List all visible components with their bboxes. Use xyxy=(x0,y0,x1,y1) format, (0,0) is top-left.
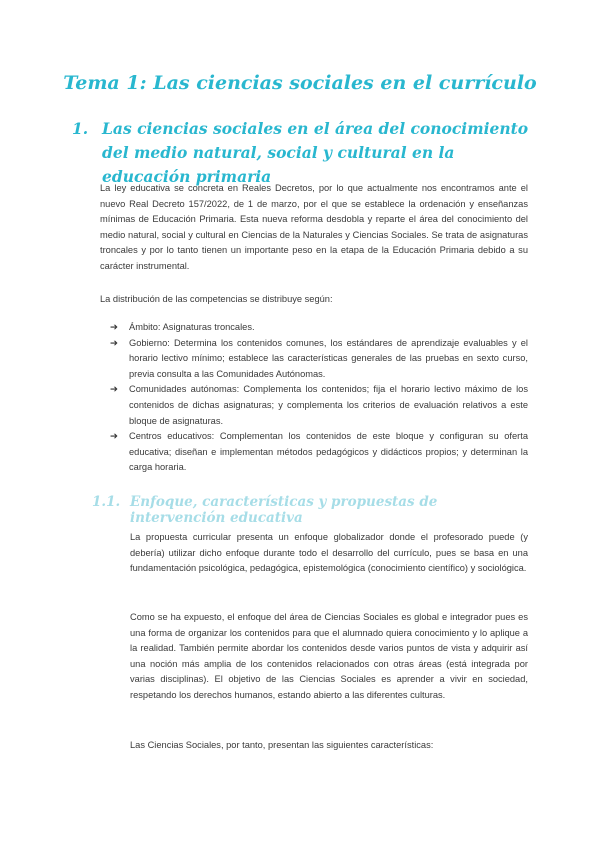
list-item-text: Gobierno: Determina los contenidos comunes, los estándares de aprendizaje evaluables y el horario lectivo mínimo; establece las características generales de las pruebas en sexto curso, previa consulta a las Comunidades Autónomas. xyxy=(129,337,528,379)
section-1-1-heading xyxy=(92,494,532,526)
section-1-1-paragraph-1: La propuesta curricular presenta un enfoque globalizador donde el profesorado puede (y debería) utilizar dicho enfoque durante todo el desarrollo del currículo, pues se basa en una fundamentación psicológica, pedagógica, epistemológica (conocimiento científico) y sociológica. xyxy=(130,532,528,574)
arrow-right-icon: ➔ xyxy=(110,431,118,443)
list-item-text: Comunidades autónomas: Complementa los contenidos; fija el horario lectivo máximo de los contenidos de dichas asignaturas; y complementa los criterios de evaluación relativos a este bloque de asignaturas. xyxy=(129,384,528,426)
list-item xyxy=(110,336,528,383)
section-1-1-title: Enfoque, características y propuestas de intervención educativa xyxy=(130,494,438,526)
section-1-paragraph-2: La distribución de las competencias se distribuye según: xyxy=(100,294,333,304)
section-1-1-paragraph-2: Como se ha expuesto, el enfoque del área de Ciencias Sociales es global e integrador pues es una forma de organizar los contenidos para que el alumnado quiera conocimiento y lo aplique a la realidad. También permite abordar los contenidos desde varios puntos de vista y adquirir así una noción más amplia de los contenidos relacionados con otras áreas (está integrada por varias disciplinas). El objetivo de las Ciencias Sociales es aprender a vivir en sociedad, respetando los derechos humanos, estando abierto a las diferentes culturas. xyxy=(130,612,528,700)
list-item-text: Ámbito: Asignaturas troncales. xyxy=(129,322,255,332)
list-item xyxy=(110,429,528,476)
list-item-text: Centros educativos: Complementan los contenidos de este bloque y configuran su oferta educativa; diseñan e implementan métodos pedagógicos y didácticos propios; y determinan la carga horaria. xyxy=(129,431,528,473)
section-1-1-number: 1.1. xyxy=(92,494,121,510)
arrow-right-icon: ➔ xyxy=(110,384,118,396)
page-title: Tema 1: Las ciencias sociales en el currículo xyxy=(63,72,537,94)
section-1-title: Las ciencias sociales en el área del conocimiento del medio natural, social y cultural en la educación primaria xyxy=(102,119,529,186)
arrow-right-icon: ➔ xyxy=(110,322,118,333)
list-item xyxy=(110,382,528,429)
arrow-right-icon: ➔ xyxy=(110,337,118,349)
section-1-1-paragraph-3: Las Ciencias Sociales, por tanto, presentan las siguientes características: xyxy=(130,740,434,750)
section-1-paragraph-1: La ley educativa se concreta en Reales Decretos, por lo que actualmente nos encontramos ante el nuevo Real Decreto 157/2022, de 1 de marzo, por el que se establece la ordenación y enseñanzas mínimas de Educación Primaria. Esta nueva reforma desdobla y reparte el área del conocimiento del medio natural, social y cultural en Ciencias de la Naturales y Ciencias Sociales. Se trata de asignaturas troncales y por lo tanto tienen un importante peso en la etapa de la Educación Primaria debido a su carácter instrumental. xyxy=(100,183,528,271)
list-item xyxy=(110,320,528,336)
section-1-number: 1. xyxy=(72,119,89,138)
competencies-list xyxy=(110,320,528,476)
section-1-heading xyxy=(72,117,532,189)
